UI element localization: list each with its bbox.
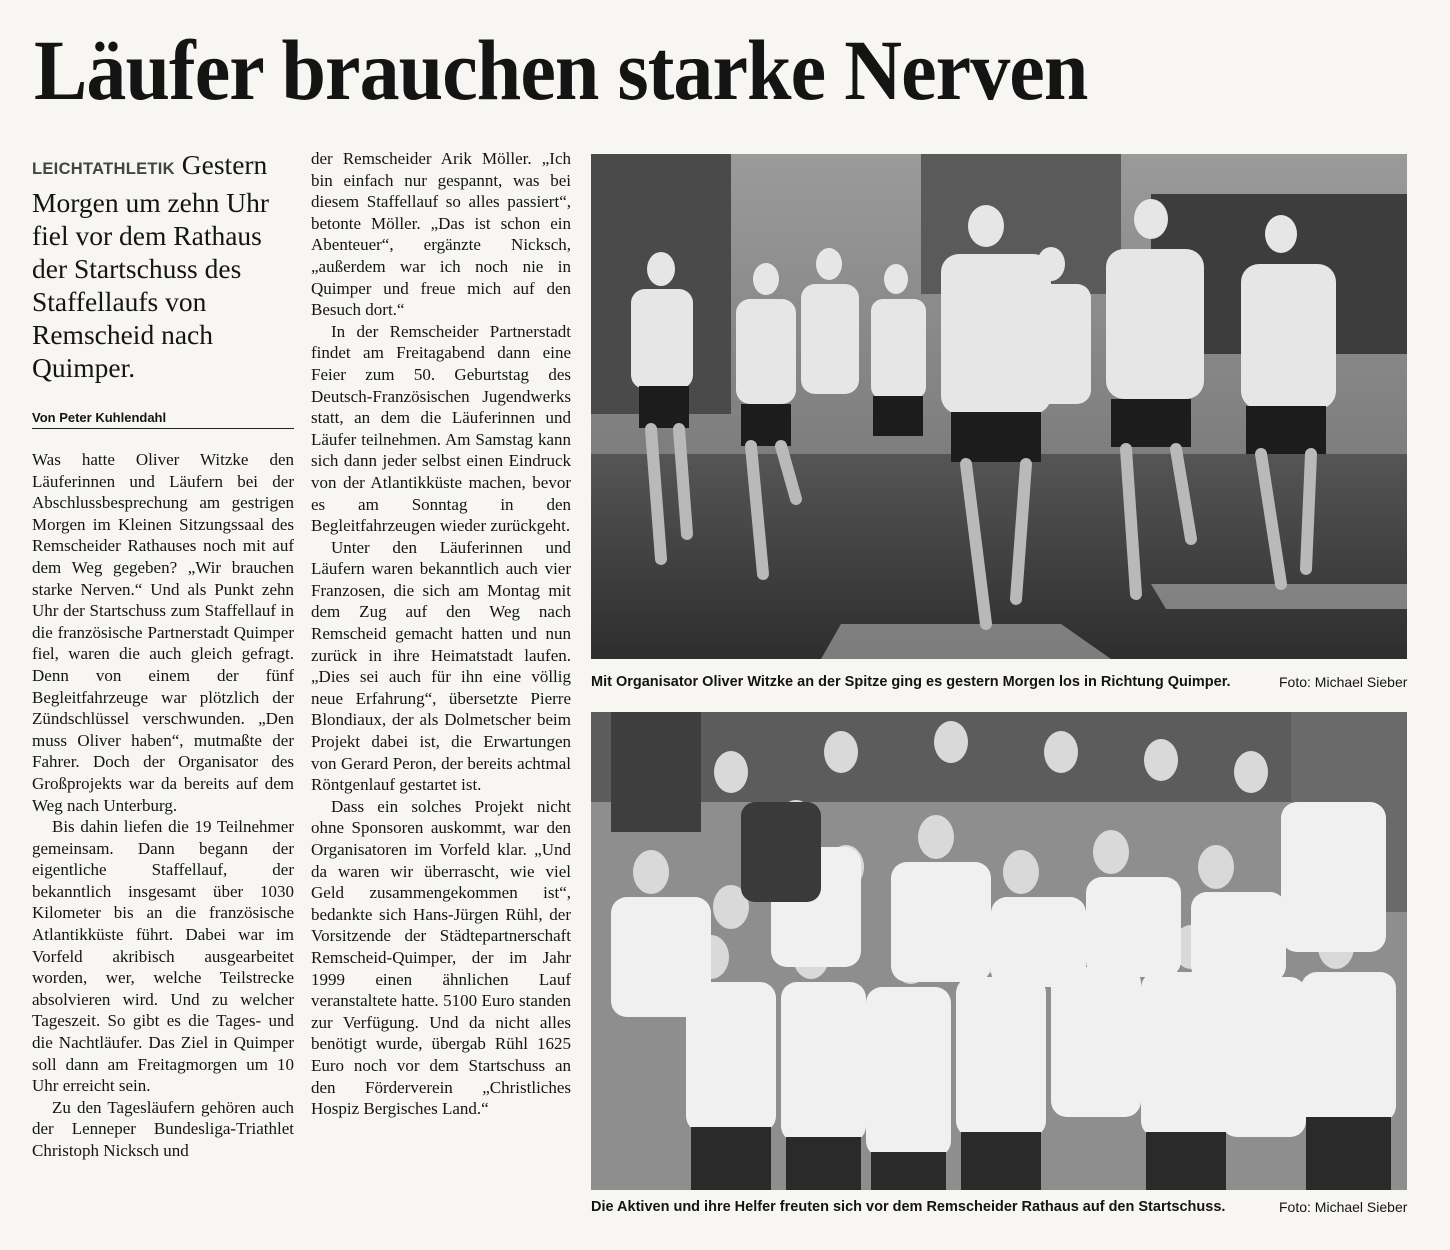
photo-caption-1: Mit Organisator Oliver Witzke an der Spitze ging es gestern Morgen los in Richtung Quimper. — [591, 674, 1231, 690]
photo-credit-2: Foto: Michael Sieber — [1279, 1199, 1408, 1215]
photo-runners — [591, 154, 1407, 659]
photo-credit-1: Foto: Michael Sieber — [1279, 674, 1408, 690]
lead-paragraph — [32, 148, 294, 384]
paragraph: In der Remscheider Partnerstadt findet am Freitagabend dann eine Feier zum 50. Geburtstag des Deutsch-Französischen Jugendwerks statt, an dem die Läuferinnen und Läufer teilnehmen. Am Samstag kann sich dann jeder selbst einen Eindruck von der Atlantikküste machen, bevor es am Sonntag in den Begleitfahrzeugen wieder zurückgeht. — [311, 321, 571, 536]
body-text-col1 — [32, 449, 294, 1162]
paragraph: Bis dahin liefen die 19 Teilnehmer gemeinsam. Dann begann der eigentliche Staffellauf, der bekanntlich insgesamt über 1030 Kilometer bis an die französische Atlantikküste führt. Dabei war im Vorfeld akribisch ausgearbeitet worden, wer, welche Teilstrecke absolvieren wird. Und zu welcher Tageszeit. So gibt es die Tages- und die Nachtläufer. Das Ziel in Quimper soll dann am Freitagmorgen um 10 Uhr erreicht sein. — [32, 817, 294, 1096]
paragraph: Zu den Tagesläufern gehören auch der Lenneper Bundesliga-Triathlet Christoph Nicksch und — [32, 1097, 294, 1160]
article-column-1 — [32, 148, 294, 1228]
article-column-2 — [311, 148, 571, 1228]
photo-caption-2: Die Aktiven und ihre Helfer freuten sich vor dem Remscheider Rathaus auf den Startschuss. — [591, 1199, 1226, 1215]
lead-text: Gestern Morgen um zehn Uhr fiel vor dem Rathaus der Startschuss des Staffellaufs von Remscheid nach Quimper. — [32, 149, 270, 383]
paragraph: Unter den Läuferinnen und Läufern waren bekanntlich auch vier Franzosen, die sich am Montag mit dem Zug auf den Weg nach Remscheid gemacht hatten und nun zurück in ihre Heimatstadt laufen. „Dies sei auch für ihn eine völlig neue Erfahrung“, übersetzte Pierre Blondiaux, der als Dolmetscher beim Projekt dabei ist, die Erwartungen von Gerard Peron, der bereits achtmal Röntgenlauf gestartet ist. — [311, 537, 571, 795]
headline: Läufer brauchen starke Nerven — [34, 22, 1088, 118]
kicker: LEICHTATHLETIK — [32, 160, 175, 178]
paragraph: Dass ein solches Projekt nicht ohne Sponsoren auskommt, war den Organisatoren im Vorfeld klar. „Und da waren wir überrascht, wie viel Geld zusammengekommen ist“, bedankte sich Hans-Jürgen Rühl, der Vorsitzende der Städtepartnerschaft Remscheid-Quimper, der im Jahr 1999 einen ähnlichen Lauf veranstaltete hatte. 5100 Euro standen zur Verfügung. Und da nicht alles benötigt wurde, übergab Rühl 1625 Euro noch vor dem Startschuss an den Förderverein „Christliches Hospiz Bergisches Land.“ — [311, 796, 571, 1119]
photo-group — [591, 712, 1407, 1190]
paragraph: Was hatte Oliver Witzke den Läuferinnen und Läufern bei der Abschlussbesprechung am gestrigen Morgen im Kleinen Sitzungssaal des Remscheider Rathauses noch mit auf dem Weg gegeben? „Wir brauchen starke Nerven.“ Und als Punkt zehn Uhr der Startschuss zum Staffellauf in die französische Partnerstadt Quimper fiel, waren die auch gleich gefragt. Denn von einem der fünf Begleitfahrzeuge war plötzlich der Zündschlüssel verschwunden. „Den muss Oliver haben“, mutmaßte der Fahrer. Doch der Organisator des Großprojekts war da bereits auf dem Weg nach Unterburg. — [32, 450, 294, 815]
paragraph: der Remscheider Arik Möller. „Ich bin einfach nur gespannt, was bei diesem Staffellauf so alles passiert“, betonte Möller. „Das ist schon ein Abenteuer“, ergänzte Nicksch, „außerdem war ich noch nie in Quimper und freue mich auf den Besuch dort.“ — [311, 149, 571, 320]
byline: Von Peter Kuhlendahl — [32, 410, 294, 429]
